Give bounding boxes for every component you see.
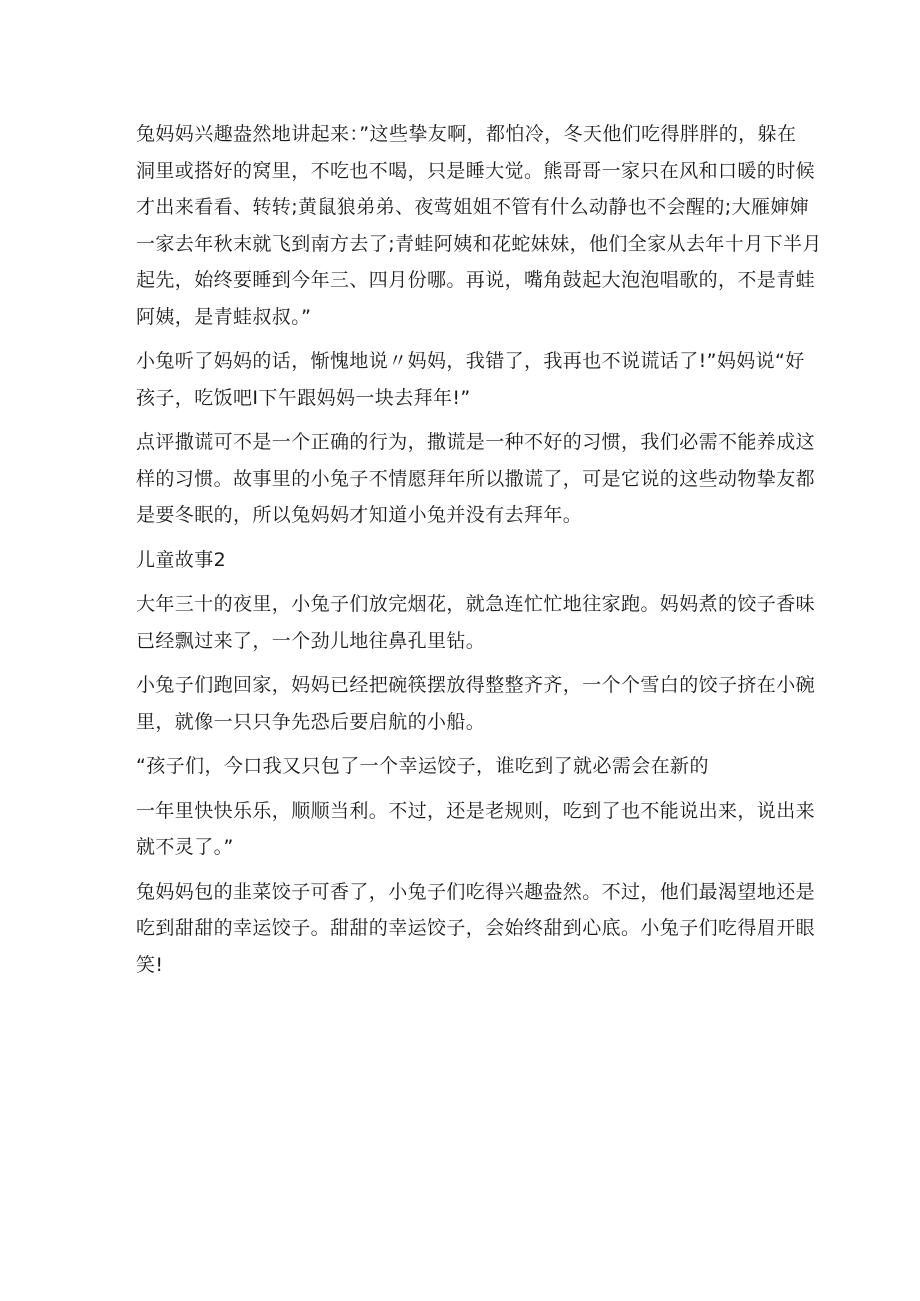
text-line: 样的习惯。故事里的小兔子不情愿拜年所以撒谎了，可是它说的这些动物挚友都 bbox=[136, 467, 816, 490]
text-line: 才出来看看、转转;黄鼠狼弟弟、夜莺姐姐不管有什么动静也不会醒的;大雁婶婶 bbox=[136, 196, 810, 218]
paragraph-sweet-dumpling bbox=[136, 874, 816, 984]
text-line: 阿姨，是青蛙叔叔。” bbox=[136, 305, 312, 328]
text-line: “孩子们，今口我又只包了一个幸运饺子，谁吃到了就必需会在新的 bbox=[136, 755, 709, 777]
text-line: 小兔子们跑回家，妈妈已经把碗筷摆放得整整齐齐，一个个雪白的饺子挤在小碗 bbox=[136, 674, 816, 696]
text-line: 已经飘过来了，一个劲儿地往鼻孔里钻。 bbox=[136, 629, 486, 652]
paragraph-rabbit-apologizes bbox=[136, 343, 805, 416]
text-line: 点评撒谎可不是一个正确的行为，撒谎是一种不好的习惯，我们必需不能养成这 bbox=[136, 431, 816, 453]
text-line: 起先，始终要睡到今年三、四月份哪。再说，嘴角鼓起大泡泡唱歌的，不是青蛙 bbox=[136, 269, 816, 291]
text-line: 洞里或搭好的窝里，不吃也不喝，只是睡大觉。熊哥哥一家只在风和口暖的时候 bbox=[136, 159, 816, 182]
story-heading: 儿童故事2 bbox=[136, 548, 227, 571]
paragraph-mother-explains bbox=[136, 116, 822, 335]
text-line: 兔妈妈兴趣盎然地讲起来：”这些挚友啊，都怕冷，冬天他们吃得胖胖的，躲在 bbox=[136, 123, 797, 145]
text-line: 孩子，吃饭吧I下午跟妈妈一块去拜年!” bbox=[136, 386, 471, 409]
text-line: 笑! bbox=[136, 953, 164, 976]
text-line: 兔妈妈包的韭菜饺子可香了，小兔子们吃得兴趣盎然。不过，他们最渴望地还是 bbox=[136, 880, 816, 903]
paragraph-old-rule bbox=[136, 793, 816, 866]
text-line: 是要冬眠的，所以兔妈妈才知道小兔并没有去拜年。 bbox=[136, 504, 583, 526]
text-line: 里，就像一只只争先恐后要启航的小船。 bbox=[136, 710, 486, 733]
text-line: 就不灵了。” bbox=[136, 836, 234, 858]
text-line: 一年里快快乐乐，顺顺当利。不过，还是老规则，吃到了也不能说出来，说出来 bbox=[136, 799, 816, 822]
text-line: 吃到甜甜的幸运饺子。甜甜的幸运饺子，会始终甜到心底。小兔子们吃得眉开眼 bbox=[136, 917, 816, 939]
paragraph-lucky-dumpling bbox=[136, 748, 796, 785]
paragraph-dumplings-table bbox=[136, 667, 816, 740]
text-line: 一家去年秋末就飞到南方去了;青蛙阿姨和花蛇妹妹，他们全家从去年十月下半月 bbox=[136, 232, 822, 255]
document-body bbox=[136, 116, 822, 991]
text-line: 小兔听了妈妈的话，惭愧地说〃妈妈，我错了，我再也不说谎话了!”妈妈说“好 bbox=[136, 350, 805, 372]
paragraph-new-year-eve bbox=[136, 586, 816, 659]
text-line: 大年三十的夜里，小兔子们放完烟花，就急连忙忙地往家跑。妈妈煮的饺子香味 bbox=[136, 593, 816, 615]
paragraph-commentary bbox=[136, 424, 816, 534]
